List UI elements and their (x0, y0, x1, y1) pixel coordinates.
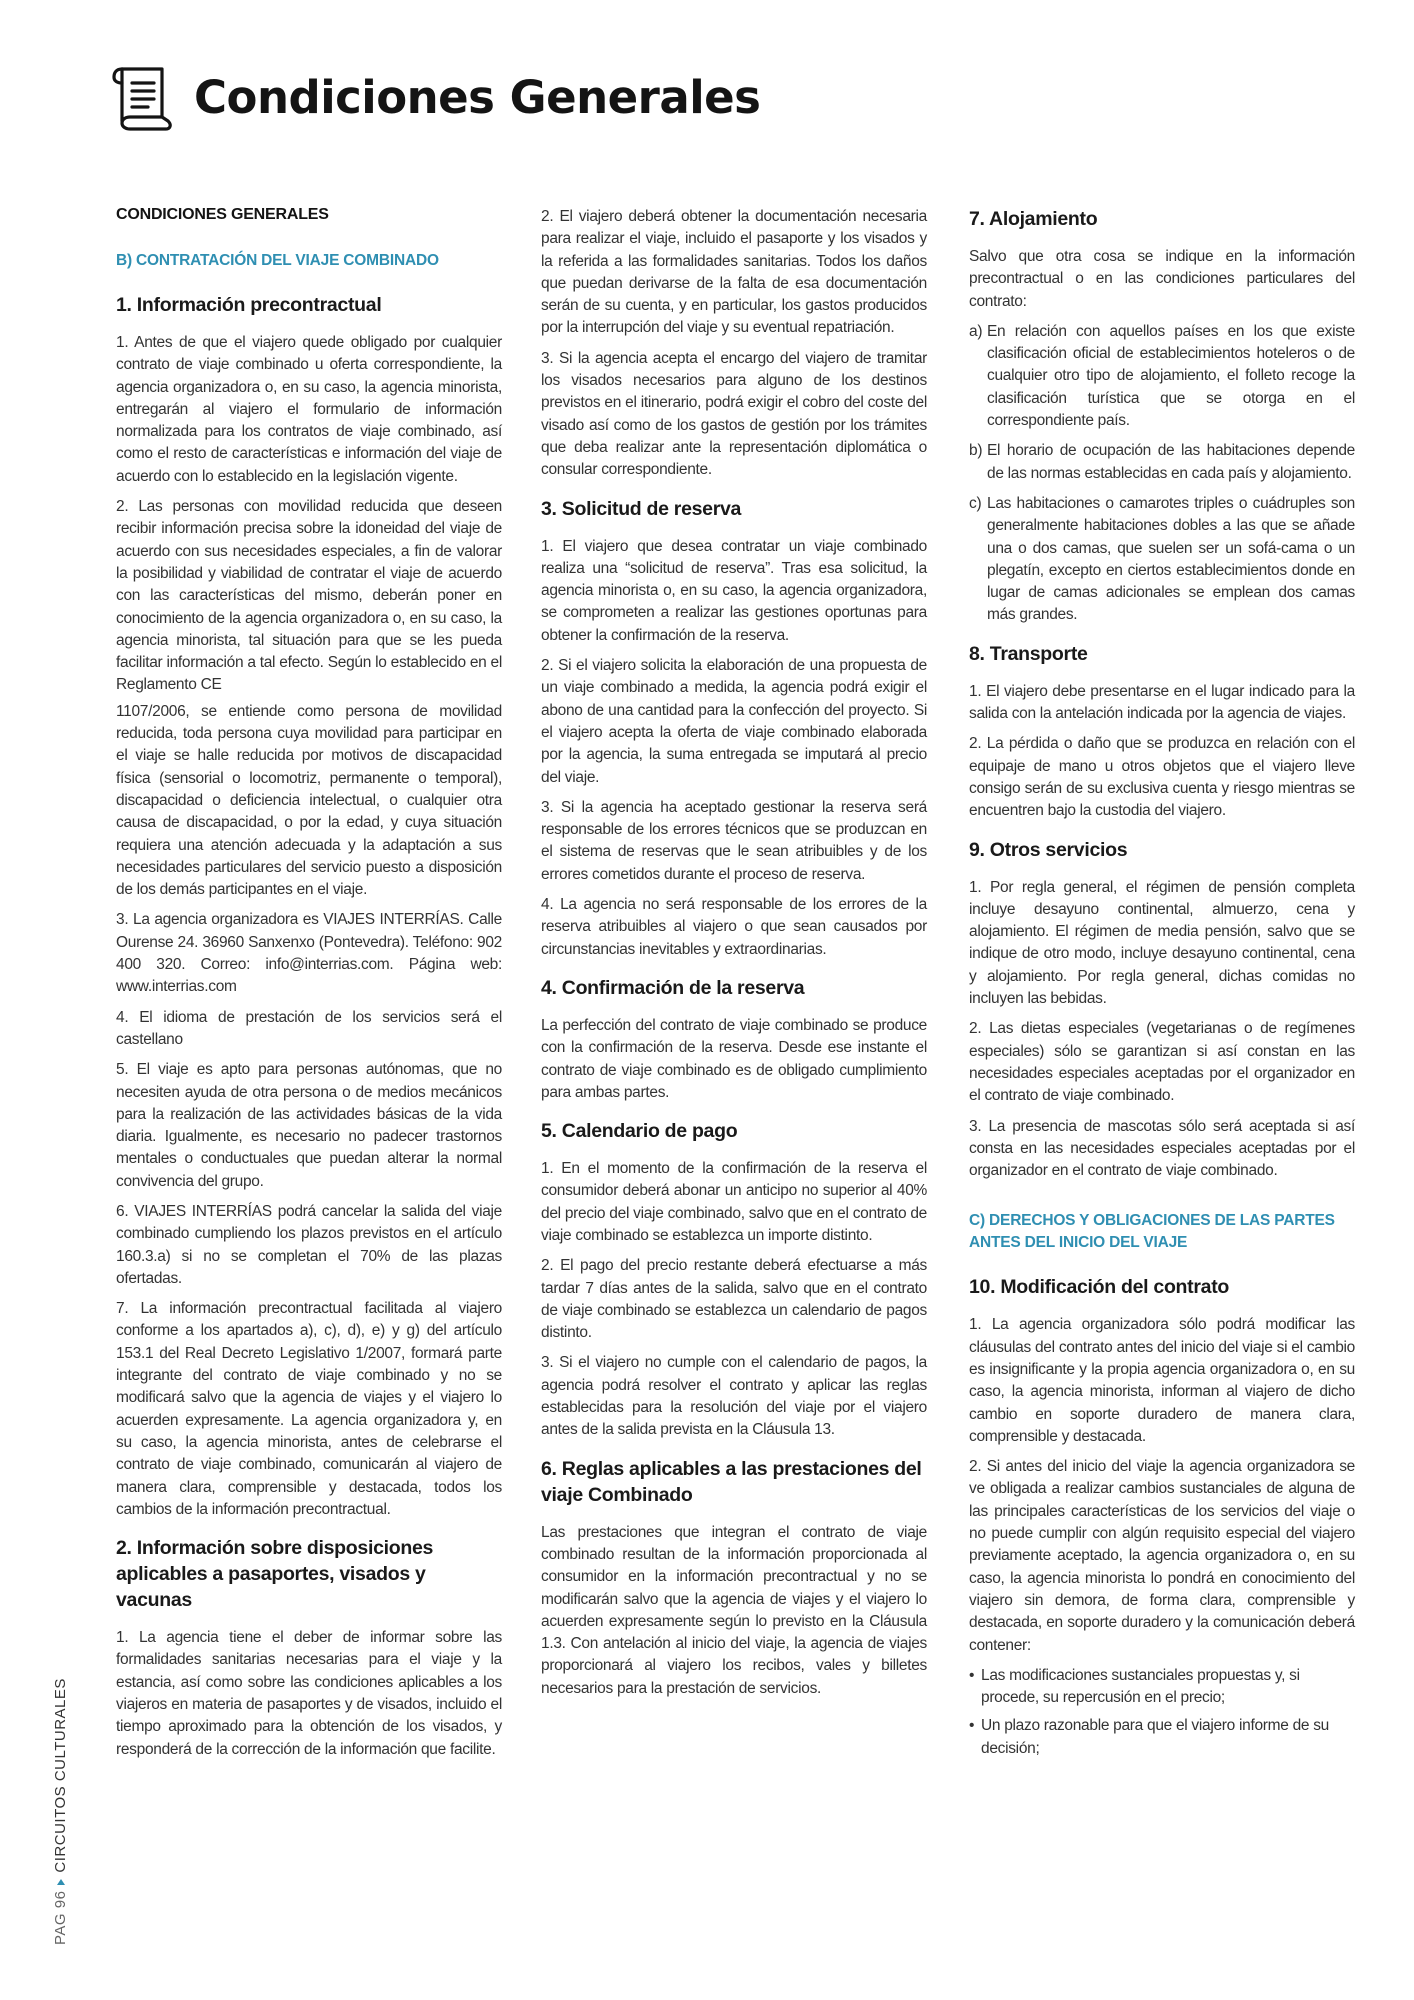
section-c-heading: C) DERECHOS Y OBLIGACIONES DE LAS PARTES ANTES DEL INICIO DEL VIAJE (969, 1212, 1335, 1252)
list-item (969, 1665, 1355, 1710)
document-scroll-icon (110, 63, 172, 131)
clause-5-paragraph-2: 2. El pago del precio restante deberá efectuarse a más tardar 7 días antes de la salida, salvo que en el contrato de viaje combinado se establezca un calendario de pagos distinto. (541, 1257, 927, 1342)
clause-2-paragraph-2: 2. El viajero deberá obtener la documentación necesaria para realizar el viaje, incluido el pasaporte y los visados y la referida a las formalidades sanitarias. Todos los daños que puedan derivarse de la falta de esa documentación serán de su cuenta, y en particular, los gastos producidos por la interrupción del viaje y su eventual repatriación. (541, 208, 927, 337)
list-marker: c) (969, 494, 982, 512)
page-header (110, 62, 760, 132)
clause-3-paragraph-4: 4. La agencia no será responsable de los errores de la reserva atribuibles al viajero o que sean causados por circunstancias inevitables y extraordinarias. (541, 896, 927, 958)
column-2 (541, 206, 927, 1708)
clause-3-paragraph-3: 3. Si la agencia ha aceptado gestionar la reserva será responsable de los errores técnicos que se produzcan en el sistema de reservas que le sean atribuibles y de los errores cometidos durante el proceso de reserva. (541, 798, 927, 883)
clause-5-paragraph-3: 3. Si el viajero no cumple con el calendario de pagos, la agencia podrá resolver el contrato y aplicar las reglas establecidas para la resolución del viaje por el viajero antes de la salida prevista en la Cláusula 13. (541, 1354, 927, 1439)
bullet-marker: • (969, 1666, 975, 1684)
clause-1-paragraph-7: 7. La información precontractual facilitada al viajero conforme a los apartados a), c), d), e) y g) del artículo 153.1 del Real Decreto Legislativo 1/2007, formará parte integrante del contrato de viaje combinado y no se modificará salvo que la agencia de viajes y el viajero lo acuerden expresamente. La agencia organizadora y, en su caso, la agencia minorista, antes de celebrarse el contrato de viaje combinado, comunicarán al viajero de manera clara, comprensible y destacada, todos los cambios de la información precontractual. (116, 1300, 502, 1518)
clause-8-paragraph-1: 1. El viajero debe presentarse en el lugar indicado para la salida con la antelación indicada por la agencia de viajes. (969, 682, 1355, 723)
list-item-text: Un plazo razonable para que el viajero informe de su decisión; (981, 1717, 1330, 1757)
clause-3-title: 3. Solicitud de reserva (541, 497, 742, 520)
clause-1-paragraph-3: 3. La agencia organizadora es VIAJES INTERRÍAS. Calle Ourense 24. 36960 Sanxenxo (Pontevedra). Teléfono: 902 400 320. Correo: info@interrias.com. Página web: www.interrias.com (116, 911, 502, 996)
bullet-marker: • (969, 1717, 975, 1735)
list-item-text: En relación con aquellos países en los que existe clasificación oficial de establecimientos hoteleros o de cualquier otro tipo de alojamiento, el folleto recoge la clasificación turística que se otorga en el correspondiente país. (987, 322, 1355, 430)
clause-1-paragraph-2b: 1107/2006, se entiende como persona de movilidad reducida, toda persona cuya movilidad para participar en el viaje se halle reducida por motivos de discapacidad física (sensorial o locomotriz, permanente o temporal), discapacidad o deficiencia intelectual, o cualquier otra causa de discapacidad, o por la edad, y cuya situación requiera una atención adecuada y la adaptación a sus necesidades particulares del servicio puesto a disposición de los demás participantes en el viaje. (116, 702, 502, 899)
clause-6-paragraph-1: Las prestaciones que integran el contrato de viaje combinado resultan de la información proporcionada al consumidor en la información precontractual y no se modificarán salvo que la agencia de viajes y el viajero lo acuerden expresamente según lo previsto en la Cláusula 1.3. Con antelación al inicio del viaje, la agencia de viajes proporcionará al viajero los recibos, vales y billetes necesarios para la prestación de servicios. (541, 1523, 927, 1697)
clause-9-title: 9. Otros servicios (969, 838, 1128, 861)
clause-2-paragraph-1: 1. La agencia tiene el deber de informar sobre las formalidades sanitarias necesarias para el viaje y la estancia, así como sobre las condiciones aplicables a los viajeros en materia de pasaportes y de visados, incluido el tiempo aproximado para la obtención de los visados, y responderá de la corrección de la información que facilite. (116, 1629, 502, 1758)
clause-10-paragraph-2: 2. Si antes del inicio del viaje la agencia organizadora se ve obligada a realizar cambios sustanciales de alguna de las principales características de los servicios del viaje o no puede cumplir con algún requisito especial del viajero previamente aceptado, la agencia organizadora o, en su caso, la agencia minorista lo pondrá en conocimiento del viajero sin demora, de forma clara, comprensible y destacada, en soporte duradero y la comunicación deberá contener: (969, 1458, 1355, 1654)
clause-1-paragraph-6: 6. VIAJES INTERRÍAS podrá cancelar la salida del viaje combinado cumpliendo los plazos previstos en el artículo 160.3.a) si no se completan el 70% de las plazas ofertadas. (116, 1202, 502, 1287)
list-item (969, 493, 1355, 627)
clause-1-title: 1. Información precontractual (116, 294, 382, 316)
list-item-text: Las modificaciones sustanciales propuestas y, si procede, su repercusión en el precio; (981, 1666, 1300, 1707)
clause-3-paragraph-2: 2. Si el viajero solicita la elaboración de una propuesta de un viaje combinado a medida, la agencia podrá exigir el abono de una cantidad para la confección del proyecto. Si el viajero acepta la oferta de viaje combinado elaborada por la agencia, la suma entregada se imputará al precio del viaje. (541, 657, 927, 786)
clause-9-paragraph-2: 2. Las dietas especiales (vegetarianas o de regímenes especiales) sólo se garantizan si así constan en las necesidades especiales aceptadas por el organizador en el contrato de viaje combinado. (969, 1020, 1355, 1105)
column-3 (969, 206, 1355, 1766)
page-title: Condiciones Generales (194, 70, 761, 124)
section-label: CIRCUITOS CULTURALES (52, 1678, 69, 1873)
clause-1-paragraph-1: 1. Antes de que el viajero quede obligado por cualquier contrato de viaje combinado u oferta correspondiente, la agencia organizadora o, en su caso, la agencia minorista, entregarán al viajero el formulario de información normalizada para los contratos de viaje combinado, así como el resto de características e información del viaje de acuerdo con lo establecido en la legislación vigente. (116, 334, 502, 485)
clause-5-title: 5. Calendario de pago (541, 1120, 738, 1143)
clause-8-paragraph-2: 2. La pérdida o daño que se produzca en relación con el equipaje de mano u otros objetos que el viajero lleve consigo serán de su exclusiva cuenta y riesgo mientras se encuentren bajo la custodia del viajero. (969, 735, 1355, 820)
page-number: PAG 96 (52, 1890, 69, 1945)
list-item-text: El horario de ocupación de las habitaciones depende de las normas establecidas en cada país y alojamiento. (987, 442, 1355, 482)
clause-1-paragraph-2: 2. Las personas con movilidad reducida que deseen recibir información precisa sobre la idoneidad del viaje de acuerdo con sus necesidades especiales, a fin de valorar la posibilidad y viabilidad de contratar el viaje de acuerdo con las características del mismo, deberán poner en conocimiento de la agencia organizadora o, en su caso, la agencia minorista, tal situación para que se les pueda facilitar información a tal efecto. Según lo establecido en el Reglamento CE (116, 498, 502, 694)
clause-8-title: 8. Transporte (969, 642, 1088, 665)
list-item-text: Las habitaciones o camarotes triples o cuádruples son generalmente habitaciones dobles a las que se añade una o dos camas, que suelen ser un sofá-cama o un plegatín, excepto en ciertos establecimientos donde en lugar de camas adicionales se emplean dos camas más grandes. (987, 494, 1355, 624)
clause-3-paragraph-1: 1. El viajero que desea contratar un viaje combinado realiza una “solicitud de reserva”. Tras esa solicitud, la agencia minorista o, en su caso, la agencia organizadora, se comprometen a realizar las gestiones oportunas para obtener la confirmación de la reserva. (541, 537, 927, 644)
clause-1-paragraph-5: 5. El viaje es apto para personas autónomas, que no necesiten ayuda de otra persona o de medios mecánicos para la realización de las actividades básicas de la vida diaria. Igualmente, es necesario no padecer trastornos mentales o conductuales que puedan alterar la normal convivencia del grupo. (116, 1061, 502, 1190)
clause-7-paragraph-1: Salvo que otra cosa se indique en la información precontractual o en las condiciones particulares del contrato: (969, 248, 1355, 310)
list-item (969, 321, 1355, 432)
clause-1-paragraph-4: 4. El idioma de prestación de los servicios será el castellano (116, 1008, 502, 1048)
clause-10-title: 10. Modificación del contrato (969, 1276, 1230, 1299)
triangle-right-icon (57, 1879, 65, 1885)
side-page-label (52, 1678, 69, 1945)
clause-5-paragraph-1: 1. En el momento de la confirmación de la reserva el consumidor deberá abonar un anticipo no superior al 40% del precio del viaje combinado, salvo que en el contrato de viaje combinado se establezca un importe distinto. (541, 1160, 927, 1244)
list-marker: b) (969, 442, 983, 460)
section-b-heading: B) CONTRATACIÓN DEL VIAJE COMBINADO (116, 252, 439, 269)
list-item (969, 440, 1355, 485)
clause-2-paragraph-3: 3. Si la agencia acepta el encargo del viajero de tramitar los visados necesarios para alguno de los destinos previstos en el itinerario, podrá exigir el cobro del coste del visado así como de los gastos de gestión por los trámites que deba realizar ante la representación diplomática o consular correspondiente. (541, 349, 927, 479)
clause-2-title: 2. Información sobre disposiciones aplicables a pasaportes, visados y vacunas (116, 1537, 434, 1612)
column-1 (116, 206, 502, 1769)
list-item (969, 1715, 1355, 1760)
list-marker: a) (969, 322, 983, 340)
clause-9-paragraph-3: 3. La presencia de mascotas sólo será aceptada si así consta en las necesidades especiales aceptadas por el organizador en el contrato de viaje combinado. (969, 1117, 1355, 1180)
clause-6-title: 6. Reglas aplicables a las prestaciones del viaje Combinado (541, 1457, 922, 1506)
clause-10-paragraph-1: 1. La agencia organizadora sólo podrá modificar las cláusulas del contrato antes del inicio del viaje si el cambio es insignificante y la propia agencia organizadora o, en su caso, la agencia minorista, informan al viajero de dicho cambio en soporte duradero de manera clara, comprensible y destacada. (969, 1316, 1355, 1445)
clause-9-paragraph-1: 1. Por regla general, el régimen de pensión completa incluye desayuno continental, almuerzo, cena y alojamiento. El régimen de media pensión, salvo que se indique de otro modo, incluye desayuno continental, cena y alojamiento. Por regla general, dichas comidas no incluyen las bebidas. (969, 878, 1355, 1008)
clause-4-title: 4. Confirmación de la reserva (541, 976, 805, 999)
main-heading: CONDICIONES GENERALES (116, 206, 329, 223)
clause-7-title: 7. Alojamiento (969, 208, 1098, 230)
clause-4-paragraph-1: La perfección del contrato de viaje combinado se produce con la confirmación de la reserva. Desde ese instante el contrato de viaje combinado es de obligado cumplimiento para ambas partes. (541, 1016, 927, 1101)
